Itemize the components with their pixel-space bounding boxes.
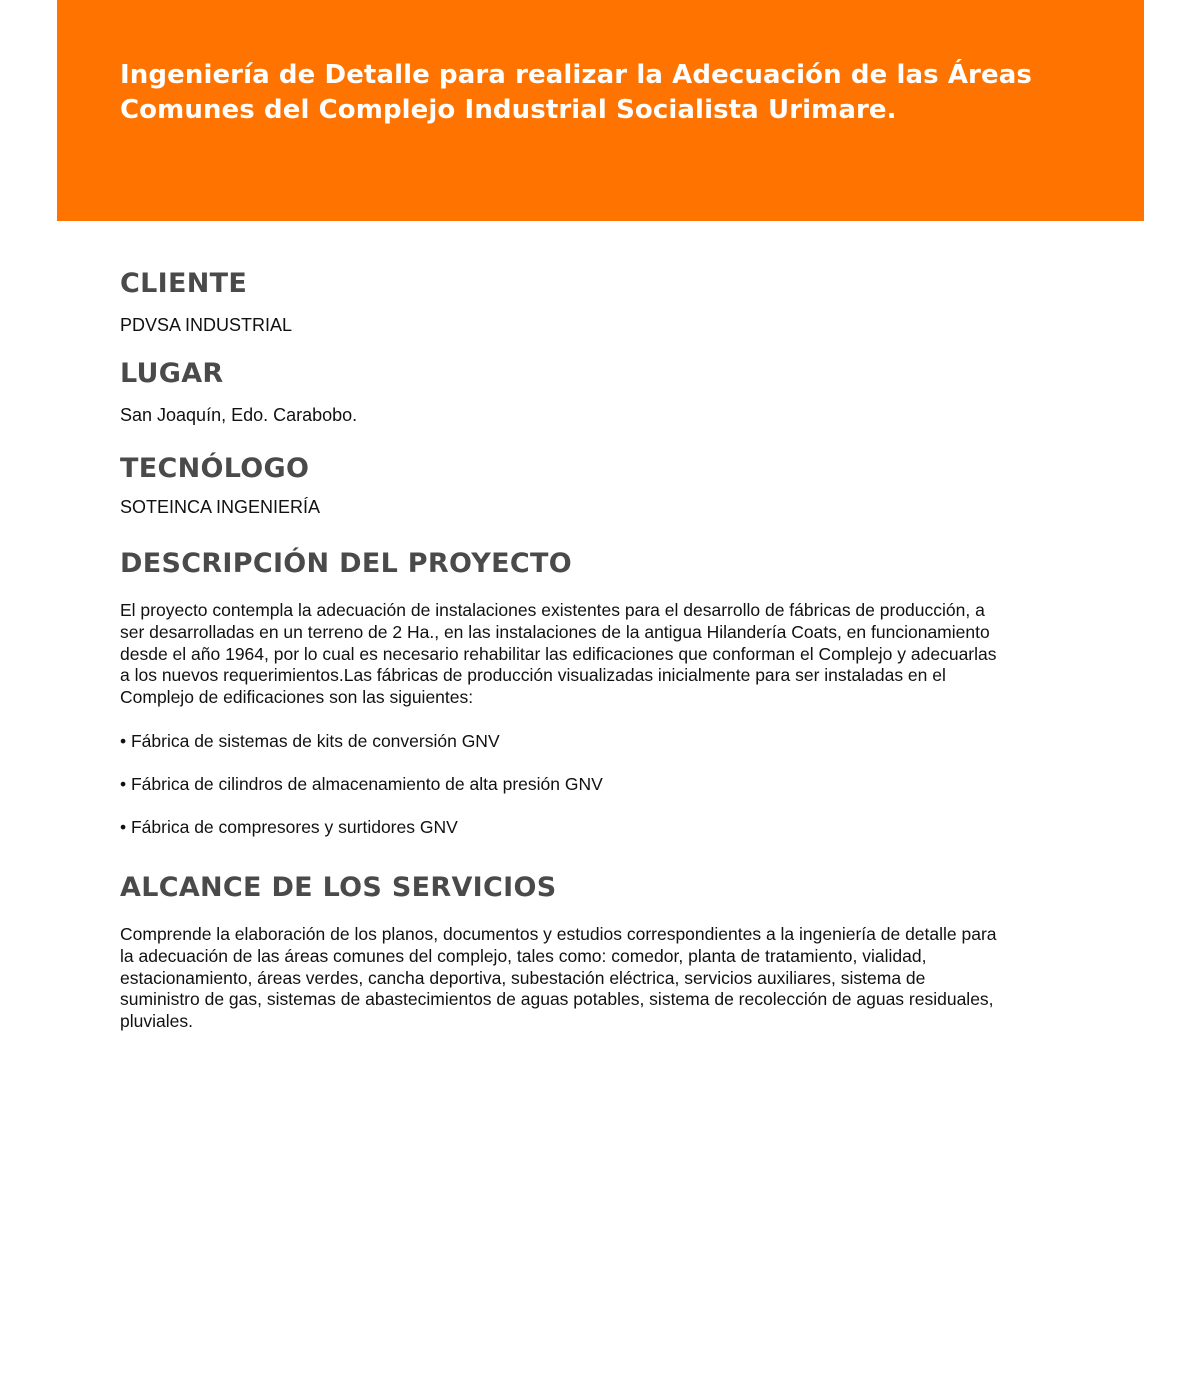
alcance-heading: ALCANCE DE LOS SERVICIOS — [120, 872, 557, 903]
cliente-heading: CLIENTE — [120, 268, 248, 299]
descripcion-paragraph: El proyecto contempla la adecuación de instalaciones existentes para el desarrollo de fábricas de producción, a ser desarrolladas en un terreno de 2 Ha., en las instalaciones de la antigua Hilandería Coats, en funcionamiento desde el año 1964, por lo cual es necesario rehabilitar las edificaciones que conforman el Complejo y adecuarlas a los nuevos requerimientos.Las fábricas de producción visualizadas inicialmente para ser instaladas en el Complejo de edificaciones son las siguientes: — [120, 600, 997, 708]
list-item: • Fábrica de compresores y surtidores GNV — [120, 817, 458, 837]
page-title: Ingeniería de Detalle para realizar la Adecuación de las Áreas Comunes del Complejo Industrial Socialista Urimare. — [120, 60, 1032, 125]
tecnologo-value: SOTEINCA INGENIERÍA — [120, 497, 321, 517]
list-item: • Fábrica de cilindros de almacenamiento de alta presión GNV — [120, 774, 603, 794]
cliente-value: PDVSA INDUSTRIAL — [120, 315, 293, 335]
list-item: • Fábrica de sistemas de kits de conversión GNV — [120, 731, 500, 751]
header-banner — [57, 0, 1144, 221]
alcance-paragraph: Comprende la elaboración de los planos, documentos y estudios correspondientes a la ingeniería de detalle para la adecuación de las áreas comunes del complejo, tales como: comedor, planta de tratamiento, vialidad, estacionamiento, áreas verdes, cancha deportiva, subestación eléctrica, servicios auxiliares, sistema de suministro de gas, sistemas de abastecimientos de aguas potables, sistema de recolección de aguas residuales, pluviales. — [120, 924, 997, 1032]
lugar-value: San Joaquín, Edo. Carabobo. — [120, 405, 358, 425]
tecnologo-heading: TECNÓLOGO — [120, 453, 310, 484]
descripcion-heading: DESCRIPCIÓN DEL PROYECTO — [120, 548, 572, 579]
lugar-heading: LUGAR — [120, 358, 224, 389]
